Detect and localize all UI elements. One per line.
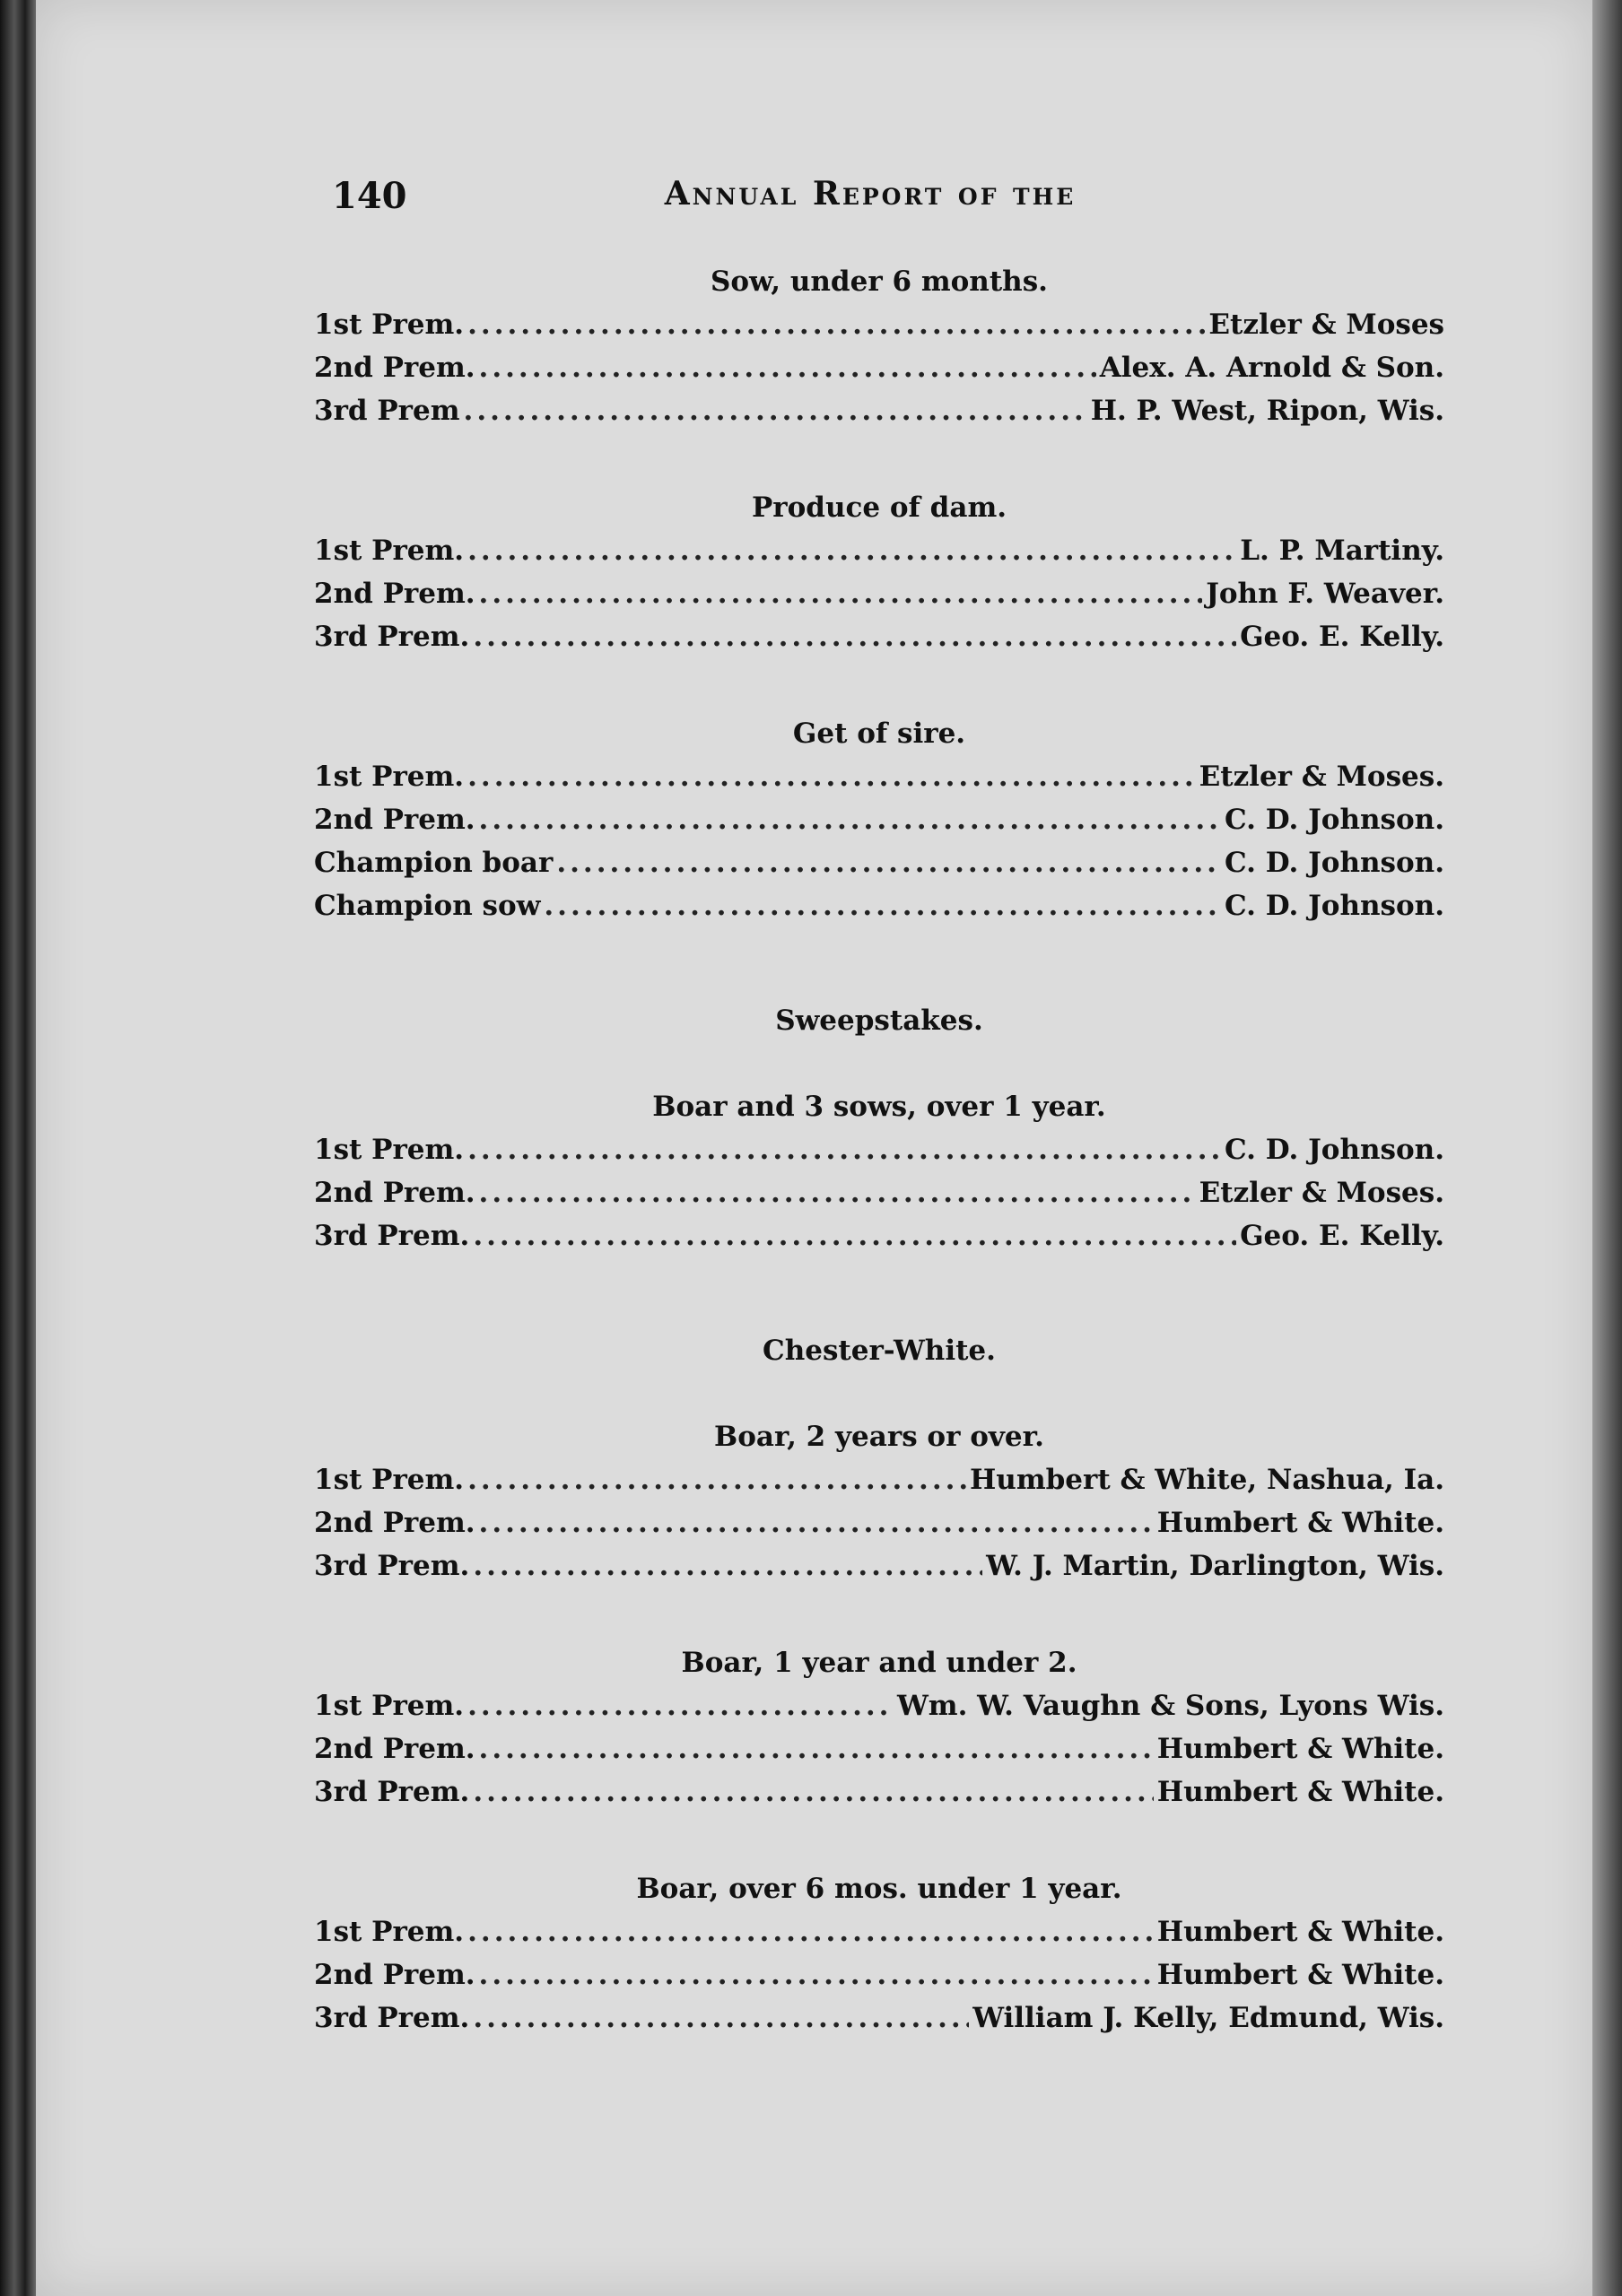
dot-leader [464, 389, 1087, 432]
award-winner: C. D. Johnson. [1225, 804, 1444, 836]
award-winner: W. J. Martin, Darlington, Wis. [986, 1550, 1444, 1582]
award-entry [314, 389, 1444, 432]
dot-leader [467, 1128, 1221, 1171]
award-winner: L. P. Martiny. [1240, 535, 1444, 567]
section-title: Boar, 2 years or over. [714, 1421, 1044, 1453]
dot-leader [467, 1684, 894, 1727]
dot-leader [479, 1501, 1154, 1544]
dot-leader [479, 572, 1203, 615]
dot-leader [473, 1544, 982, 1587]
award-entry [314, 1770, 1444, 1813]
award-entry [314, 755, 1444, 798]
award-winner: Etzler & Moses. [1199, 761, 1444, 793]
section-title: Get of sire. [792, 718, 966, 750]
award-label: 2nd Prem. [314, 1177, 475, 1209]
award-label: 2nd Prem. [314, 1733, 475, 1765]
award-winner: Humbert & White. [1156, 1733, 1444, 1765]
dot-leader [479, 798, 1221, 841]
dot-leader [479, 1727, 1154, 1770]
dot-leader [467, 303, 1205, 346]
book-spine [0, 0, 36, 2296]
award-entry [314, 615, 1444, 658]
award-label: 3rd Prem [314, 395, 460, 427]
award-entry [314, 1128, 1444, 1171]
award-label: 2nd Prem. [314, 1507, 475, 1539]
dot-leader [467, 1458, 966, 1501]
dot-leader [467, 1910, 1154, 1953]
dot-leader [473, 1214, 1236, 1257]
award-label: 1st Prem. [314, 761, 465, 793]
award-winner: C. D. Johnson. [1225, 1134, 1444, 1166]
award-label: 1st Prem. [314, 1464, 465, 1496]
award-entry [314, 529, 1444, 572]
dot-leader [473, 1770, 1153, 1813]
award-winner: Etzler & Moses [1208, 309, 1444, 341]
dot-leader [467, 755, 1196, 798]
award-entry [314, 798, 1444, 841]
dot-leader [479, 1953, 1154, 1996]
dot-leader [479, 1171, 1196, 1214]
award-label: 1st Prem. [314, 535, 465, 567]
award-entry [314, 346, 1444, 389]
award-winner: C. D. Johnson. [1225, 890, 1444, 922]
award-entry [314, 1910, 1444, 1953]
page-header [296, 175, 1444, 229]
award-winner: H. P. West, Ripon, Wis. [1090, 395, 1444, 427]
award-entry [314, 884, 1444, 927]
award-winner: Humbert & White, Nashua, Ia. [969, 1464, 1444, 1496]
award-winner: Humbert & White. [1156, 1959, 1444, 1991]
document-page [36, 0, 1592, 2296]
section-title: Boar and 3 sows, over 1 year. [652, 1091, 1106, 1123]
award-winner: Humbert & White. [1156, 1916, 1444, 1948]
dot-leader [556, 841, 1221, 884]
award-winner: Humbert & White. [1156, 1776, 1444, 1808]
section-title: Boar, over 6 mos. under 1 year. [636, 1873, 1122, 1905]
award-label: 3rd Prem. [314, 1220, 470, 1252]
award-label: 2nd Prem. [314, 1959, 475, 1991]
award-entry [314, 841, 1444, 884]
award-entry [314, 1953, 1444, 1996]
award-label: 3rd Prem. [314, 1550, 470, 1582]
award-winner: Etzler & Moses. [1199, 1177, 1444, 1209]
award-label: 1st Prem. [314, 1134, 465, 1166]
award-entry [314, 572, 1444, 615]
award-entry [314, 1544, 1444, 1587]
award-label: 3rd Prem. [314, 2002, 470, 2034]
page-edge [1592, 0, 1622, 2296]
award-winner: John F. Weaver. [1206, 578, 1444, 610]
award-label: 2nd Prem. [314, 578, 475, 610]
award-winner: C. D. Johnson. [1225, 847, 1444, 879]
section-title: Boar, 1 year and under 2. [681, 1647, 1077, 1679]
award-label: 2nd Prem. [314, 804, 475, 836]
award-label: 3rd Prem. [314, 1776, 470, 1808]
award-label: 1st Prem. [314, 1690, 465, 1722]
award-label: Champion boar [314, 847, 554, 879]
section-title: Sow, under 6 months. [711, 265, 1048, 298]
award-label: 1st Prem. [314, 309, 465, 341]
award-label: Champion sow [314, 890, 541, 922]
award-label: 1st Prem. [314, 1916, 465, 1948]
award-winner: Wm. W. Vaughn & Sons, Lyons Wis. [896, 1690, 1444, 1722]
award-entry [314, 1727, 1444, 1770]
award-entry [314, 1996, 1444, 2039]
dot-leader [473, 1996, 969, 2039]
award-entry [314, 1171, 1444, 1214]
dot-leader [544, 884, 1221, 927]
award-entry [314, 1684, 1444, 1727]
section-title: Produce of dam. [751, 491, 1007, 524]
category-heading: Sweepstakes. [775, 1004, 983, 1037]
award-winner: Geo. E. Kelly. [1240, 621, 1444, 653]
running-head: Annual Report of the [664, 175, 1077, 213]
dot-leader [473, 615, 1236, 658]
award-label: 2nd Prem. [314, 352, 475, 384]
award-entry [314, 1501, 1444, 1544]
award-entry [314, 1214, 1444, 1257]
award-winner: Geo. E. Kelly. [1240, 1220, 1444, 1252]
dot-leader [479, 346, 1096, 389]
page-body [314, 260, 1444, 2039]
page-number: 140 [332, 175, 407, 217]
dot-leader [467, 529, 1236, 572]
award-entry [314, 1458, 1444, 1501]
award-entry [314, 303, 1444, 346]
award-winner: William J. Kelly, Edmund, Wis. [972, 2002, 1444, 2034]
award-winner: Humbert & White. [1156, 1507, 1444, 1539]
category-heading: Chester-White. [763, 1335, 996, 1367]
award-winner: Alex. A. Arnold & Son. [1099, 352, 1444, 384]
award-label: 3rd Prem. [314, 621, 470, 653]
